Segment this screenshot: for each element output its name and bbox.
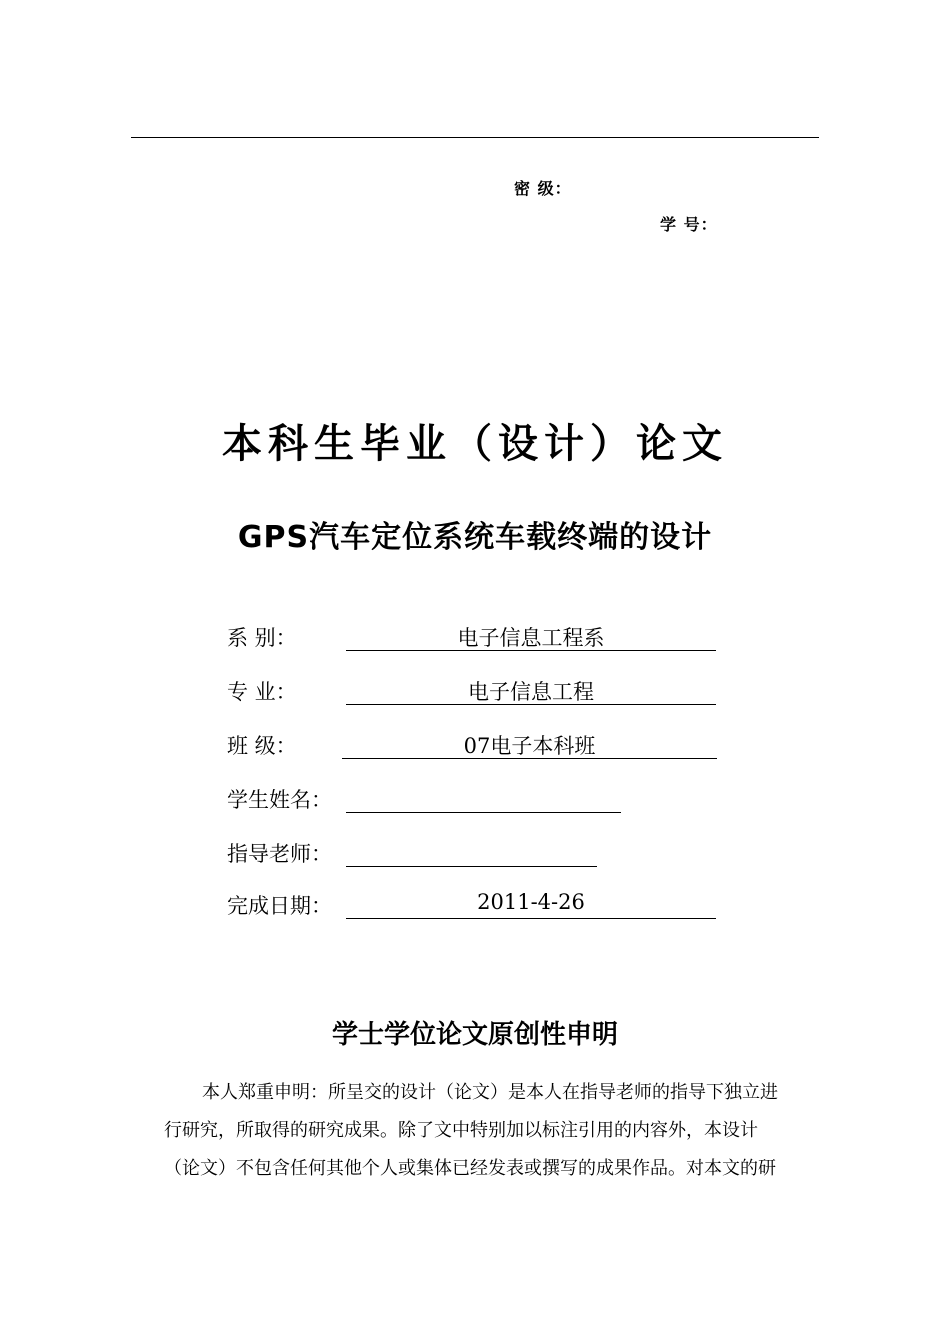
declaration-body [164, 1074, 820, 1188]
field-value: 电子信息工程 [346, 676, 716, 705]
field-label: 专 业： [227, 680, 297, 704]
field-label: 指导老师： [227, 842, 332, 866]
field-label: 班 级： [227, 734, 297, 758]
field-value: 电子信息工程系 [346, 622, 716, 651]
student-id-label: 学 号： [660, 215, 718, 234]
secret-level-label: 密 级： [514, 179, 572, 198]
header-rule [131, 137, 819, 138]
field-value: 2011-4-26 [346, 890, 716, 919]
declaration-line: 行研究，所取得的研究成果。除了文中特别加以标注引用的内容外，本设计 [164, 1120, 758, 1141]
field-label: 系 别： [227, 626, 297, 650]
field-value: 07电子本科班 [342, 730, 717, 759]
field-label: 学生姓名： [227, 788, 332, 812]
declaration-line: （论文）不包含任何其他个人或集体已经发表或撰写的成果作品。对本文的研 [164, 1158, 776, 1179]
field-label: 完成日期： [227, 894, 332, 918]
thesis-topic-title: GPS汽车定位系统车载终端的设计 [237, 520, 713, 555]
declaration-title: 学士学位论文原创性申明 [331, 1020, 618, 1050]
field-value [346, 784, 621, 813]
field-value [346, 838, 597, 867]
declaration-line: 本人郑重申明：所呈交的设计（论文）是本人在指导老师的指导下独立进 [202, 1082, 778, 1103]
thesis-type-title: 本科生毕业（设计）论文 [222, 421, 728, 467]
